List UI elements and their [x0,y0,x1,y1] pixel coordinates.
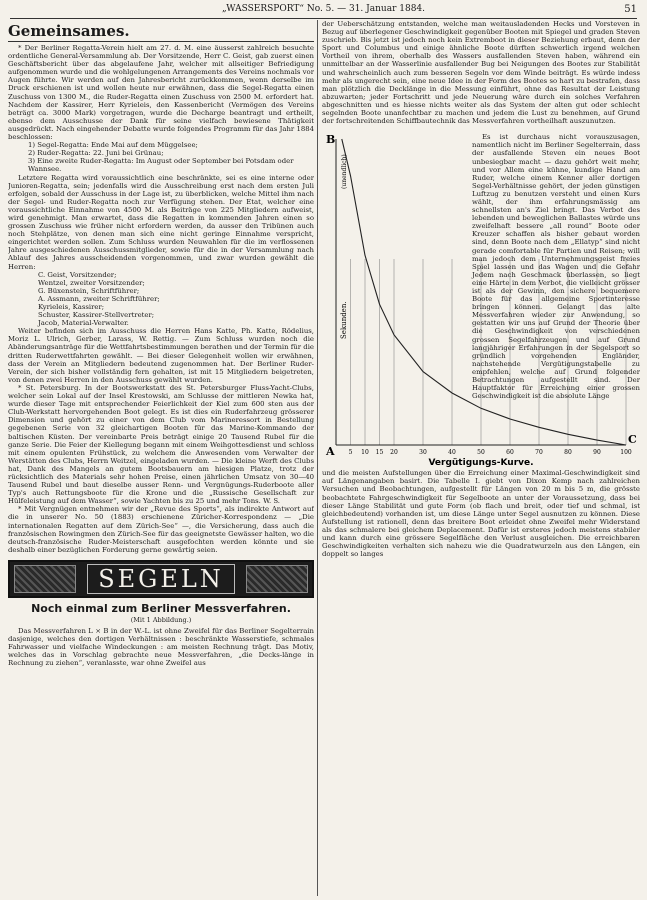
paragraph-messverfahren: Das Messverfahren L × B in der W.-L. ist ohne Zweifel für das Berliner Segelterrain dasjenige, welches den dortigen Verhältnissen : beschränkte Wasserstiefe, schmales Fahrwasser und vielfache Windeckungen : am meisten Rechnung trägt. Das Motiv, welches das in Vorschlag gebrachte neue Messverfahren, „die Decks-länge in Rechnung zu ziehen“, veranlasste, war ohne Zweifel aus [8,626,314,668]
x-tick-label: 70 [535,449,543,457]
column-divider [317,20,318,896]
x-tick-label: 5 [348,449,353,457]
paragraph-chart-side: Es ist durchaus nicht vorauszusagen, namentlich nicht im Berliner Segelterrain, dass der ausfallende Steven ein neues Boot unbesiegbar macht — dazu gehört weit mehr, und vor Allem eine kühne, kundige Hand am Ruder, welche einem Kenner aller dortigen Segel-Verhältnisse gehört, der jeden günstigen Luftzug zu benutzen versteht und einen Kurs wählt, der ihm erfahrungsmässig am schnellsten an's Ziel bringt. Das Verbot des lebenden und beweglichen Ballastes würde uns zweifelhaft bessere „all round“ Boote oder Kreuzer schaffen als bisher gebaut worden sind, denn Boote nach dem „Ellatyp“ sind nicht gerade comfortable für Partien und Reisen; will man jedoch dem Unternehmungsgeist freies Spiel lassen und das Wagen und die Gefahr Jedem nach Geschmack überlassen, so liegt eine Härte in dem Verbot, die vielleicht grösser ist als der Gewinn, den sichere bequemere Boote für das allgemeine Sportinteresse bringen können. Gelangt das alte Messverfahren wieder zur Anwendung, so gestatten wir uns auf Grund der Theorie über die Geschwindigkeit von verschiedenen grossen Segelfahrzeugen und auf Grund langjähriger Erfahrungen in der Segelsport so gründlich vorgehenden Engländer, nachstehende Vergütigungstabelle zu empfehlen, welche auf Grund folgender Betrachtungen aufgestellt sind. Der Hauptfaktor für Erreichung einer grossen Geschwindigkeit ist die absolute Länge [472,133,640,401]
officer-item: A. Assmann, zweiter Schriftführer; [38,294,160,303]
corner-label-a: A [326,445,335,459]
officer-item: C. Geist, Vorsitzender; [38,270,117,279]
right-column [322,20,640,896]
ornament-right-icon [246,565,308,593]
officer-item: G. Büxenstein, Schriftführer; [38,286,140,295]
segeln-banner [8,560,314,598]
x-tick-label: 100 [620,449,632,457]
x-tick-label: 80 [564,449,572,457]
officer-item: Schuster, Kassirer-Stellvertreter; [38,311,155,320]
paragraph-committee: Weiter befinden sich im Ausschuss die Herren Hans Katte, Ph. Katte, Rödelius, Moriz L. Ulrich, Gerber, Larass, W. Rettig. — Zum Schluss wurden noch die Abänderungsanträge für die Wettfahrtsbestimmungen berathen und der Termin für die dritten Ruderwettfahrten gewählt. — Bei dieser Gelegenheit wollen wir erwähnen, dass der Verein an Mitgliedern bedeutend zugenommen hat. Der Berliner Ruder-Verein, der sich bisher vollständig fern gehalten, ist mit 15 Mitgliedern beigetreten, von denen zwei Herren in den Ausschuss gewählt wurden. [8,327,314,384]
paragraph-revue-des-sports: * Mit Vergnügen entnehmen wir der „Revue des Sports“, als indirekte Antwort auf die in unserer No. 50 (1883) erschienene Züricher-Korrespondenz — „Die internationalen Regatten auf dem Zürich-See“ —, die Versicherung, dass auch die französischen Rowingmen den Zürich-See für das geeignetste Gewässer halten, wo die deutsch-französische Ruder-Meisterschaft ausgefochten werden könnte und sie deshalb einer bezüglichen Forderung gerne gewärtig seien. [8,505,314,554]
program-item: 1) Segel-Regatta: Ende Mai auf dem Müggelsee; [28,141,198,150]
x-tick-label: 10 [361,449,369,457]
officer-item: Jacob, Material-Verwalter. [38,319,129,328]
x-axis-label: Vergütigungs-Kurve. [428,458,534,468]
running-header [10,4,637,19]
x-tick-label: 30 [419,449,427,457]
corner-label-c: C [628,433,637,447]
paragraph-continuation: der Ueberschätzung entstanden, welche man weitausladenden Hecks und Vorsteven in Bezug auf überlegener Geschwindigkeit gegenüber Booten mit Spiegel und graden Steven zuschrieb. Bis jetzt ist jedoch noch kein Extremboot in dieser Beziehung erbaut, denn der Sport und Columbus und einige ähnliche Boote dürften schwerlich irgend welchen Vortheil von ihrem, oberhalb des Wassers ausfallenden Steven haben, während ein unmittelbar an der Wasserlinie ausfallender Bug bei Neigungen des Bootes zur Stabilität und wahrscheinlich auch zum besseren Segeln vor dem Winde beiträgt. Es würde indess mehr als ungerecht sein, eine neue Idee in der Form des Bootes so hart zu bestrafen, dass man plötzlich die Decklänge in die Messung einführt, ohne das Resultat der Leistung abzuwarten; jeder Fortschritt und jede Neuerung wäre durch ein solches Verfahren abgeschnitten und es hiesse nichts weiter als das System der alten gut oder schlecht segelnden Boote unanfechtbar zu machen und jedem die Lust zu benehmen, auf Grund der fortschreitenden Schiffbautechnik das Messverfahren vortheilhaft auszunutzen. [322,20,640,126]
x-tick-label: 15 [375,449,384,457]
left-column [8,20,314,896]
chart-area [322,127,640,467]
x-tick-label: 50 [477,449,485,457]
chart-side-text [472,133,640,400]
paragraph-regatta-budget: Letztere Regatta wird voraussichtlich eine beschränkte, sei es eine interne oder Junioren-Regatta, sein; jedenfalls wird die Ausschreibung erst nach dem ersten Juli erfolgen, sobald der Ausschuss in der Lage ist, zu überblicken, welche Mittel ihm nach der Segel- und Ruder-Regatta noch zur Verfügung stehen. Der Etat, welcher eine voraussichtliche Einnahme von 4500 M. als Beiträge von 225 Mitgliedern aufweist, wird genehmigt. Man erwartet, dass die Regatten in kommenden Jahren einen so grossen Zuschuss wie früher nicht erfordern werden, da ausser den Tribünen auch noch Stehplätze, von denen man sich eine nicht geringe Einnahme verspricht, eingerichtet werden sollen. Zum Schluss wurden Neuwahlen für die im verflossenen Jahre ausgeschiedenen Ausschussmitglieder, sowie für die in der Versammlung nach Ablauf des Jahres ausscheidenden vorgenommen, und zwar wurden gewählt die Herren: [8,173,314,271]
paragraph-after-chart: und die meisten Aufstellungen über die Erreichung einer Maximal-Geschwindigkeit sind auf Längenangaben basirt. Die Tabelle I. giebt von Dixon Kemp nach zahlreichen Versuchen und Beobachtungen, aufgestellt für Längen von 20 m bis 5 m, die grösste beobachtete Fahrgeschwindigkeit für Segelboote an unter der Voraussetzung, dass bei dieser Länge Stabilität und gute Form (ob flach und breit, oder tief und schmal, ist gleichbedeutend) vorhanden ist, um diese Länge unter Segel ausnutzen zu können. Diese Aufstellung ist rationell, denn das breitere Boot erleidet ohne Zweifel mehr Widerstand als das schmalere bei gleichem Deplacement. Dafür ist ersteres jedoch meistens stabiler und kann durch eine grössere Segelfläche den Verlust ausgleichen. Die erreichbaren Geschwindigkeiten verhalten sich nahezu wie die Quadratwurzeln aus den Längen, ein doppelt so langes [322,469,640,559]
paragraph-regatta-verein: * Der Berliner Regatta-Verein hielt am 27. d. M. eine äusserst zahlreich besuchte ordentliche General-Versammlung ab. Der Vorsitzende, Herr C. Geist, gab zuerst einen Geschäftsbericht über das abgelaufene Jahr, welcher mit allseitiger Befriedigung aufgenommen wurde und die wohlgelungenen Arrangements des Vereins nochmals vor Augen führte. Wir werden auf den Jahresbericht zurückkommen, wenn derselbe im Druck erschienen ist und wollen heute nur erwähnen, dass die Segel-Regatta einen Zuschuss von 1300 M., die Ruder-Regatta einen Zuschuss von 2500 M. erfordert hat. Nachdem der Kassirer, Herr Kyrieleis, den Kassenbericht (Vermögen des Vereins beträgt ca. 3000 Mark) vorgetragen, wurde die Decharge beantragt und ertheilt, ebenso dem Ausschusse der Dank für seine vielfach bewiesene Thätigkeit ausgedrückt. Nach eingehender Debatte wurde folgendes Programm für das Jahr 1884 beschlossen: [8,44,314,142]
journal-header: „WASSERSPORT“ No. 5. — 31. Januar 1884. [221,4,426,14]
banner-word: SEGELN [87,564,235,594]
y-axis-label: Sekunden. [340,301,348,340]
y-top-label: (unendlich) [341,154,348,190]
article-title: Noch einmal zum Berliner Messverfahren. [31,601,291,615]
page-number: 51 [624,4,637,15]
x-tick-label: 90 [593,449,601,457]
x-tick-label: 20 [390,449,398,457]
x-tick-label: 60 [506,449,514,457]
officer-item: Wentzel, zweiter Vorsitzender; [38,278,145,287]
program-item: 3) Eine zweite Ruder-Regatta: Im August oder September bei Potsdam oder Wannsee. [28,157,294,174]
x-tick-label: 40 [448,449,456,457]
program-list [8,141,314,173]
ornament-left-icon [14,565,76,593]
officer-list [8,271,314,328]
program-item: 2) Ruder-Regatta: 22. Juni bei Grünau; [28,149,164,158]
section-title: Gemeinsames. [8,22,314,42]
officer-item: Kyrieleis, Kassirer; [38,303,105,311]
paragraph-st-petersburg: * St. Petersburg. In der Bootswerkstatt des St. Petersburger Fluss-Yacht-Clubs, welcher sein Lokal auf der Insel Krestowski, am Schlusse der mittleren Newka hat, wurde dieser Tage mit entsprechender Feierlichkeit der Kiel zum 600 sten aus der Club-Werkstatt hervorgehenden Boot gelegt. Es ist dies ein Ruderfahrzeug grösserer Dimension und gehört zu einer von dem Club vom Marineressort in Bestellung gegebenen Serie von 32 gleichartigen Booten für das Marine-Kommando der baltischen Küsten. Der vereinbarte Preis beträgt einige 20 Tausend Rubel für die ganze Serie. Die Feier der Kiellegung begann mit einem Weihgottesdienst und schloss mit einem opulenten Frühstück, zu welchem die Anwesenden vom Verwalter der Werstätten des Clubs, Herrn Weitzel, eingeladen wurden. — Die kleine Werft des Clubs hat, Dank des Mangels an gutem Bootsbauern am hiesigen Platze, trotz der rücksichtlich des Materials sehr hohen Preise, einen jährlichen Umsatz von 30—40 Tausend Rubel und baut dieselbe ausser Renn- und Vergnügungs-Ruderboote aller Typ's auch Rettungsboote für die Krone und die „Russische Gesellschaft zur Hülfeleistung auf dem Wasser“, sowie Yachten bis zu 25 und mehr Tons. W. S. [8,383,314,506]
article-subtitle: (Mit 1 Abbildung.) [130,615,192,624]
corner-label-b: B [326,133,336,147]
